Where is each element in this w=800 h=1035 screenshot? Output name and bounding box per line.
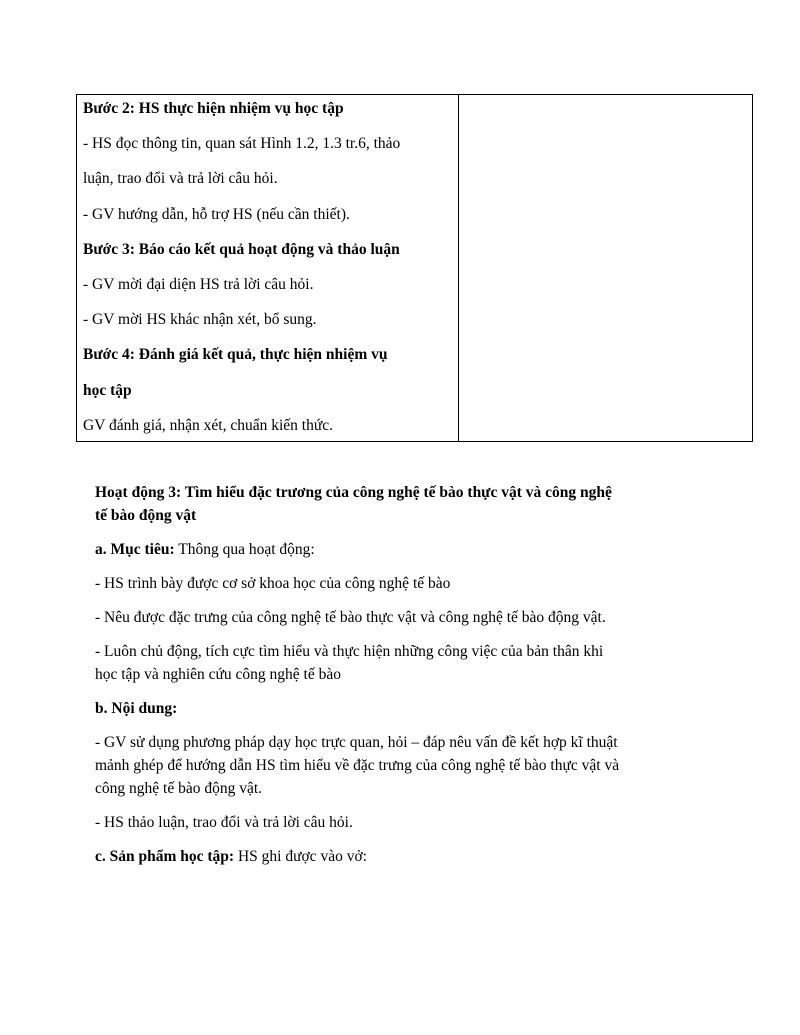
list-item: - GV sử dụng phương pháp dạy học trực quan, hỏi – đáp nêu vấn đề kết hợp kĩ thuật mảnh ghép để hướng dẫn HS tìm hiểu về đặc trưng của công nghệ tế bào thực vật và công nghệ tế bào động vật. xyxy=(95,734,620,797)
product-heading xyxy=(95,845,735,868)
goal-label: a. Mục tiêu: xyxy=(95,541,175,558)
table-line: - HS đọc thông tin, quan sát Hình 1.2, 1.3 tr.6, thảo xyxy=(83,135,401,153)
goal-text: Thông qua hoạt động: xyxy=(174,541,315,558)
table-line: GV đánh giá, nhận xét, chuẩn kiến thức. xyxy=(83,416,334,434)
product-label: c. Sản phẩm học tập: xyxy=(95,848,235,865)
lesson-table xyxy=(76,94,753,442)
list-item: - Luôn chủ động, tích cực tìm hiểu và thực hiện những công việc của bản thân khi học tập và nghiên cứu công nghệ tế bào xyxy=(95,643,604,683)
table-line: luận, trao đổi và trả lời câu hỏi. xyxy=(83,170,278,188)
list-item: - Nêu được đặc trưng của công nghệ tế bào thực vật và công nghệ tế bào động vật. xyxy=(95,609,606,626)
list-item: - HS trình bày được cơ sở khoa học của công nghệ tế bào xyxy=(95,575,451,592)
content-heading: b. Nội dung: xyxy=(95,700,178,717)
table-line: - GV mời đại diện HS trả lời câu hỏi. xyxy=(83,275,314,293)
table-right-cell xyxy=(459,95,752,441)
table-line: - GV hướng dẫn, hỗ trợ HS (nếu cần thiết). xyxy=(83,205,350,223)
step-4-heading-cont: học tập xyxy=(83,381,132,399)
activity-title: Hoạt động 3: Tìm hiểu đặc trương của công nghệ tế bào thực vật và công nghệ tế bào động vật xyxy=(95,484,612,524)
product-text: HS ghi được vào vở: xyxy=(234,848,367,865)
step-2-heading: Bước 2: HS thực hiện nhiệm vụ học tập xyxy=(83,100,344,117)
table-line: - GV mời HS khác nhận xét, bổ sung. xyxy=(83,311,317,329)
step-4-heading: Bước 4: Đánh giá kết quả, thực hiện nhiệm vụ xyxy=(83,346,388,364)
goal-heading xyxy=(95,538,735,561)
list-item: - HS thảo luận, trao đổi và trả lời câu hỏi. xyxy=(95,814,353,831)
activity-section xyxy=(95,481,735,879)
table-left-cell xyxy=(77,95,459,441)
step-3-heading: Bước 3: Báo cáo kết quả hoạt động và thảo luận xyxy=(83,240,400,258)
